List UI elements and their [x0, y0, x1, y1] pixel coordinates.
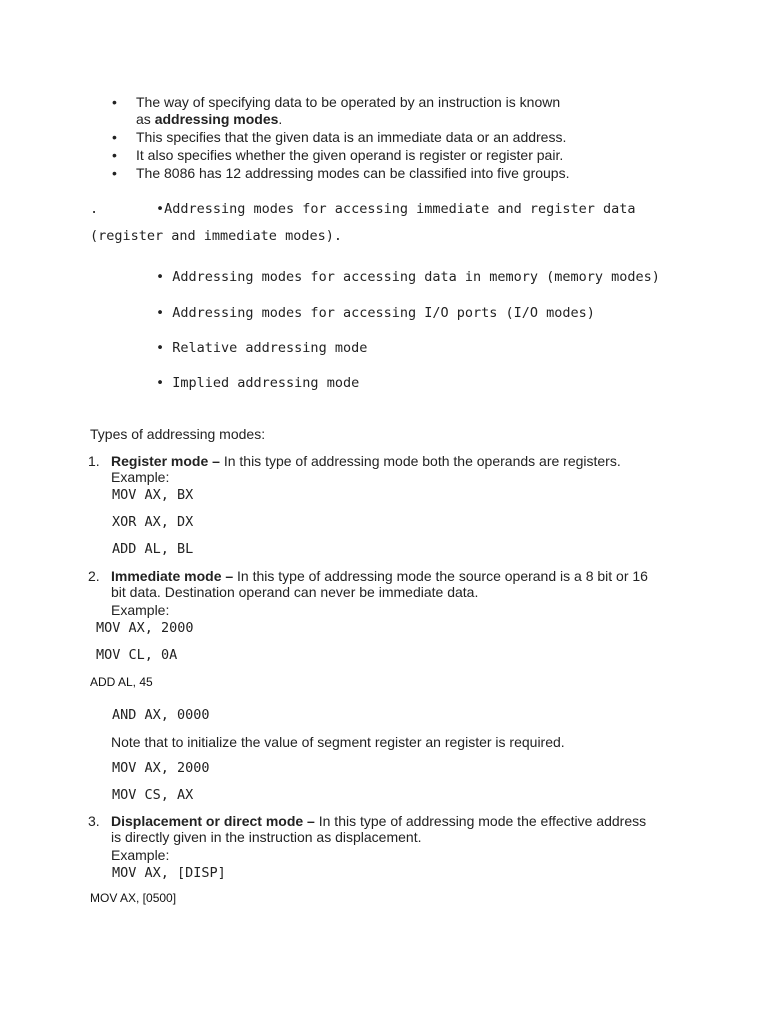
mode-3-desc-line1: In this type of addressing mode the effective address	[314, 813, 647, 829]
group-item-1-line1: •Addressing modes for accessing immediate and register data	[156, 201, 636, 217]
mode-2-code-6: MOV CS, AX	[112, 787, 194, 803]
mode-3-desc-line2: is directly given in the instruction as displacement.	[111, 829, 422, 845]
intro-bullet-1-suffix: .	[278, 111, 283, 127]
bullet-icon: •	[112, 94, 117, 110]
mode-2-desc-line1: In this type of addressing mode the source operand is a 8 bit or 16	[233, 568, 648, 584]
mode-2-plain-code: ADD AL, 45	[90, 675, 153, 689]
mode-2-code-4: AND AX, 0000	[112, 707, 210, 723]
intro-bullet-4: The 8086 has 12 addressing modes can be classified into five groups.	[136, 165, 570, 181]
mode-3-code-1: MOV AX, [DISP]	[112, 865, 226, 881]
mode-3-plain-code: MOV AX, [0500]	[90, 891, 177, 905]
mode-1-heading	[111, 453, 621, 469]
intro-bullet-1-line2	[136, 111, 282, 127]
mode-2-code-5: MOV AX, 2000	[112, 760, 210, 776]
group-item-3-text: Addressing modes for accessing I/O ports (I/O modes)	[172, 305, 595, 321]
mode-2-note: Note that to initialize the value of segment register an register is required.	[111, 734, 565, 750]
mode-3-heading	[111, 813, 646, 829]
group-item-4-text: Relative addressing mode	[172, 340, 368, 356]
mode-1-number: 1.	[88, 453, 100, 469]
mode-1-title: Register mode –	[111, 453, 220, 469]
types-heading: Types of addressing modes:	[90, 426, 266, 442]
mode-2-heading	[111, 568, 648, 584]
mode-2-number: 2.	[88, 568, 100, 584]
mode-2-title: Immediate mode –	[111, 568, 234, 584]
bullet-icon: •	[112, 129, 117, 145]
mode-1-example-label: Example:	[111, 469, 170, 485]
intro-bullet-1-bold: addressing modes	[154, 111, 279, 127]
mode-2-desc-line2: bit data. Destination operand can never be immediate data.	[111, 584, 479, 600]
mode-1-desc: In this type of addressing mode both the operands are registers.	[219, 453, 621, 469]
group-item-3: • Addressing modes for accessing I/O ports (I/O modes)	[156, 305, 595, 321]
intro-bullet-3: It also specifies whether the given operand is register or register pair.	[136, 147, 564, 163]
mode-2-code-2: MOV CL, 0A	[96, 647, 178, 663]
bullet-icon: •	[112, 147, 117, 163]
mode-3-example-label: Example:	[111, 847, 170, 863]
mode-2-code-1: MOV AX, 2000	[96, 620, 194, 636]
group-item-2-text: Addressing modes for accessing data in memory (memory modes)	[172, 269, 660, 285]
mode-3-title: Displacement or direct mode –	[111, 813, 315, 829]
mode-2-example-label: Example:	[111, 602, 170, 618]
mode-1-code-2: XOR AX, DX	[112, 514, 194, 530]
group-item-4: • Relative addressing mode	[156, 340, 368, 356]
mode-3-number: 3.	[88, 813, 100, 829]
stray-dot: .	[90, 201, 99, 217]
intro-bullet-2: This specifies that the given data is an immediate data or an address.	[136, 129, 567, 145]
group-item-5: • Implied addressing mode	[156, 375, 360, 391]
mode-1-code-1: MOV AX, BX	[112, 487, 194, 503]
mode-1-code-3: ADD AL, BL	[112, 541, 194, 557]
group-item-5-text: Implied addressing mode	[172, 375, 360, 391]
bullet-icon: •	[112, 165, 117, 181]
intro-bullet-1-prefix: as	[136, 111, 155, 127]
group-item-1-line2: (register and immediate modes).	[90, 228, 342, 244]
group-item-2: • Addressing modes for accessing data in memory (memory modes)	[156, 269, 660, 285]
intro-bullet-1-line1: The way of specifying data to be operated by an instruction is known	[136, 94, 561, 110]
